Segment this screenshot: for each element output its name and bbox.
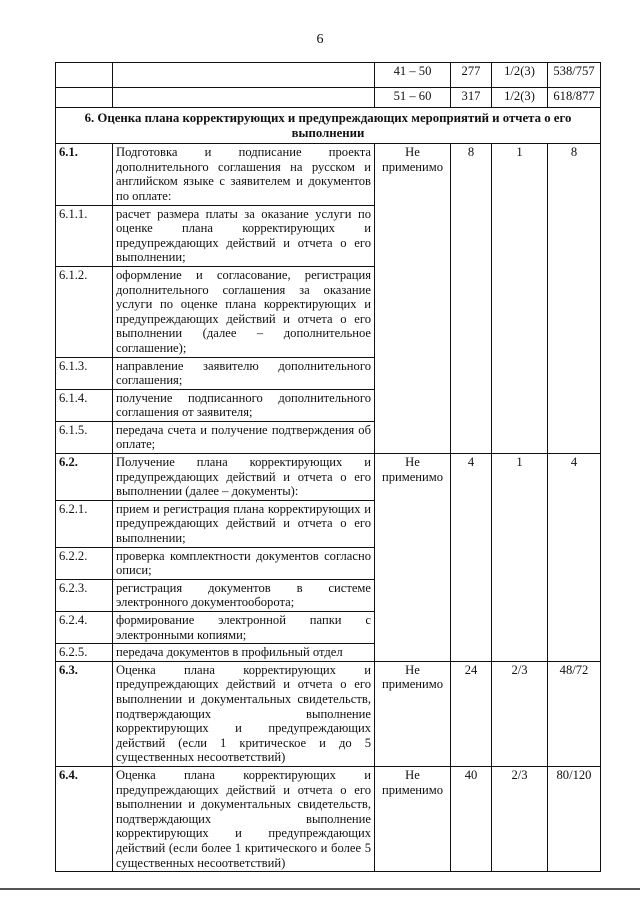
applicability-cell: Не применимо	[375, 766, 451, 871]
hours-cell: 277	[451, 63, 492, 88]
table-row	[56, 454, 601, 501]
table-row	[56, 63, 601, 88]
hours-cell: 24	[451, 661, 492, 766]
total-cell: 618/877	[548, 88, 601, 108]
people-cell: 1/2(3)	[492, 88, 548, 108]
people-cell: 1/2(3)	[492, 63, 548, 88]
people-cell: 2/3	[492, 766, 548, 871]
num-cell	[56, 88, 113, 108]
item-description: Получение плана корректирующих и предупреждающих действий и отчета о его выполнении (далее – документы):	[113, 454, 375, 501]
total-cell: 8	[548, 144, 601, 454]
subitem-number: 6.1.2.	[56, 266, 113, 357]
subitem-number: 6.2.4.	[56, 612, 113, 644]
subitem-number: 6.2.1.	[56, 500, 113, 547]
people-cell: 2/3	[492, 661, 548, 766]
subitem-number: 6.2.2.	[56, 547, 113, 579]
table-row	[56, 766, 601, 871]
total-cell: 80/120	[548, 766, 601, 871]
subitem-description: передача счета и получение подтверждения об оплате;	[113, 421, 375, 453]
item-description: Оценка плана корректирующих и предупреждающих действий и отчета о его выполнении и документальных свидетельств, подтверждающих выполнение корректирующих и предупреждающих действий (если более 1 критического и более 5 существенных несоответствий)	[113, 766, 375, 871]
item-number: 6.1.	[56, 144, 113, 205]
item-number: 6.3.	[56, 661, 113, 766]
subitem-number: 6.1.4.	[56, 389, 113, 421]
hours-cell: 40	[451, 766, 492, 871]
total-cell: 538/757	[548, 63, 601, 88]
section-heading-row	[56, 108, 601, 144]
range-cell: 51 – 60	[375, 88, 451, 108]
subitem-description: проверка комплектности документов согласно описи;	[113, 547, 375, 579]
hours-cell: 8	[451, 144, 492, 454]
hours-cell: 4	[451, 454, 492, 662]
subitem-description: расчет размера платы за оказание услуги по оценке плана корректирующих и предупреждающих действий и отчета о его выполнении;	[113, 205, 375, 266]
subitem-description: получение подписанного дополнительного соглашения от заявителя;	[113, 389, 375, 421]
hours-cell: 317	[451, 88, 492, 108]
desc-cell	[113, 88, 375, 108]
item-description: Подготовка и подписание проекта дополнительного соглашения на русском и английском языке с заявителем и документов по оплате:	[113, 144, 375, 205]
people-cell: 1	[492, 454, 548, 662]
total-cell: 48/72	[548, 661, 601, 766]
subitem-number: 6.1.1.	[56, 205, 113, 266]
page-number: 6	[316, 32, 324, 47]
subitem-number: 6.2.3.	[56, 579, 113, 611]
item-description: Оценка плана корректирующих и предупреждающих действий и отчета о его выполнении и документальных свидетельств, подтверждающих выполнение корректирующих и предупреждающих действий (если 1 критическое и до 5 существенных несоответствий)	[113, 661, 375, 766]
num-cell	[56, 63, 113, 88]
subitem-number: 6.2.5.	[56, 644, 113, 662]
item-number: 6.2.	[56, 454, 113, 501]
subitem-description: прием и регистрация плана корректирующих и предупреждающих действий и отчета о его выполнении;	[113, 500, 375, 547]
applicability-cell: Не применимо	[375, 454, 451, 662]
table-row	[56, 661, 601, 766]
tariff-table	[55, 62, 601, 872]
desc-cell	[113, 63, 375, 88]
subitem-description: оформление и согласование, регистрация дополнительного соглашения за оказание услуги по оценке плана корректирующих и предупреждающих действий и отчета о его выполнении (далее – дополнительное соглашение);	[113, 266, 375, 357]
section-title: 6. Оценка плана корректирующих и предупреждающих мероприятий и отчета о его выполнении	[56, 108, 601, 144]
subitem-description: формирование электронной папки с электронными копиями;	[113, 612, 375, 644]
subitem-description: направление заявителю дополнительного соглашения;	[113, 357, 375, 389]
page-bottom-edge	[0, 888, 640, 890]
subitem-description: передача документов в профильный отдел	[113, 644, 375, 662]
item-number: 6.4.	[56, 766, 113, 871]
people-cell: 1	[492, 144, 548, 454]
subitem-description: регистрация документов в системе электронного документооборота;	[113, 579, 375, 611]
subitem-number: 6.1.3.	[56, 357, 113, 389]
applicability-cell: Не применимо	[375, 144, 451, 454]
subitem-number: 6.1.5.	[56, 421, 113, 453]
table-row	[56, 88, 601, 108]
total-cell: 4	[548, 454, 601, 662]
range-cell: 41 – 50	[375, 63, 451, 88]
applicability-cell: Не применимо	[375, 661, 451, 766]
table-row	[56, 144, 601, 205]
